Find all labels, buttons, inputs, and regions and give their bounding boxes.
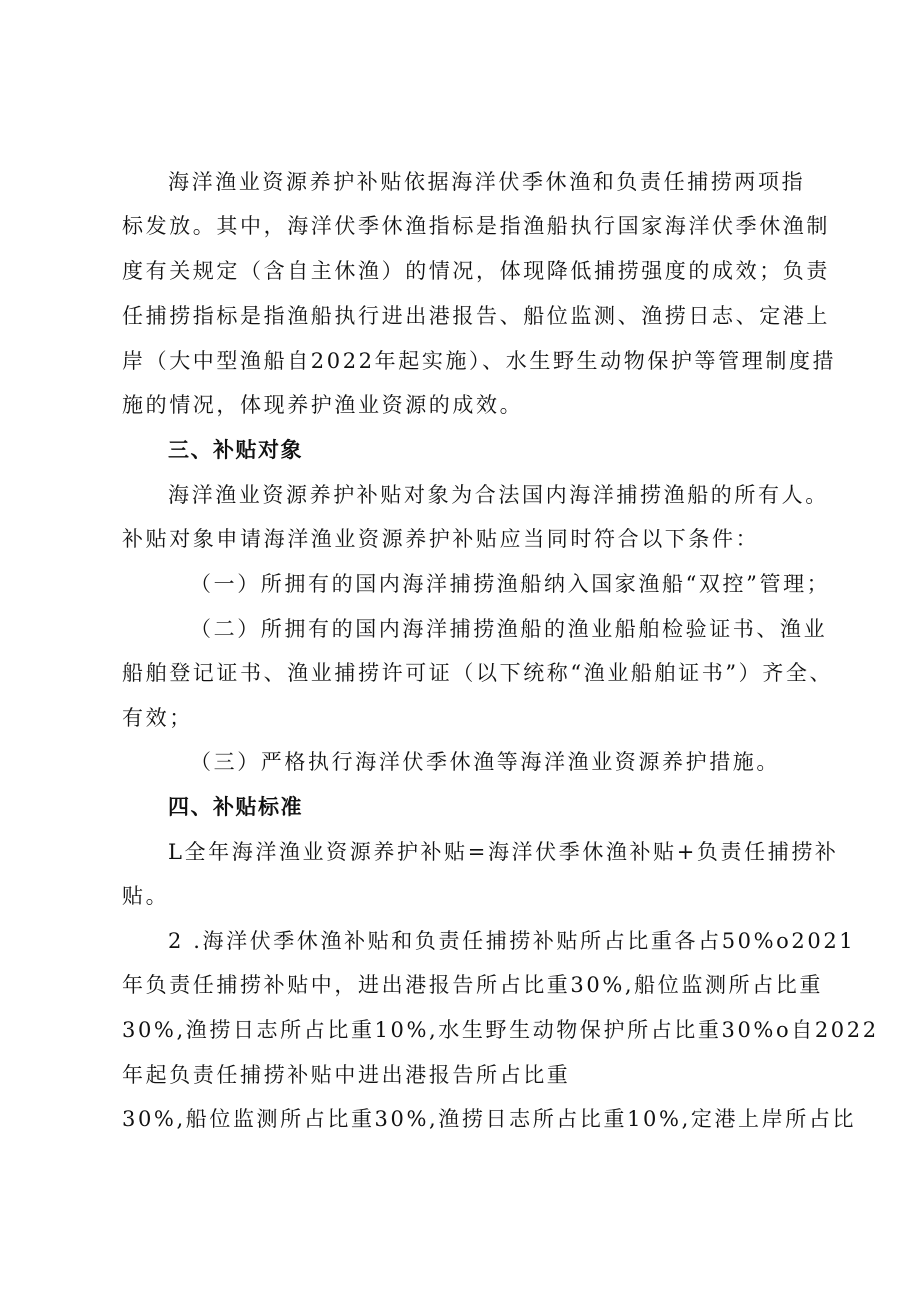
section-heading-4: 四、补贴标准 [168,795,303,819]
condition-2-line-3: 有效； [122,706,193,730]
condition-1: （一）所拥有的国内海洋捕捞渔船纳入国家渔船“双控”管理； [190,572,831,596]
item2-line-4: 年起负责任捕捞补贴中进出港报告所占比重 [122,1063,571,1087]
section-heading-3: 三、补贴对象 [168,438,303,462]
item1-line-1: L全年海洋渔业资源养护补贴=海洋伏季休渔补贴+负责任捕捞补 [168,840,839,864]
paragraph1-line-5: 岸（大中型渔船自2022年起实施）、水生野生动物保护等管理制度措 [122,349,837,373]
condition-2-line-1: （二）所拥有的国内海洋捕捞渔船的渔业船舶检验证书、渔业 [190,617,828,641]
paragraph1-line-3: 度有关规定（含自主休渔）的情况，体现降低捕捞强度的成效；负责 [122,259,830,283]
paragraph1-line-4: 任捕捞指标是指渔船执行进出港报告、船位监测、渔捞日志、定港上 [122,304,830,328]
condition-3: （三）严格执行海洋伏季休渔等海洋渔业资源养护措施。 [190,750,780,774]
paragraph1-line-6: 施的情况，体现养护渔业资源的成效。 [122,393,524,417]
paragraph2-line-1: 海洋渔业资源养护补贴对象为合法国内海洋捕捞渔船的所有人。 [168,483,829,507]
paragraph2-line-2: 补贴对象申请海洋渔业资源养护补贴应当同时符合以下条件： [122,527,760,551]
paragraph1-line-1: 海洋渔业资源养护补贴依据海洋伏季休渔和负责任捕捞两项指 [168,170,806,194]
item2-line-2: 年负责任捕捞补贴中，进出港报告所占比重30%,船位监测所占比重 [122,973,823,997]
condition-2-line-2: 船舶登记证书、渔业捕捞许可证（以下统称“渔业船舶证书”）齐全、 [122,661,834,685]
item1-line-2: 贴。 [122,884,170,908]
item2-line-3: 30%,渔捞日志所占比重10%,水生野生动物保护所占比重30%o自2022 [122,1018,879,1042]
item2-line-1: 2 .海洋伏季休渔补贴和负责任捕捞补贴所占比重各占50%o2021 [168,929,856,953]
item2-line-5: 30%,船位监测所占比重30%,渔捞日志所占比重10%,定港上岸所占比 [122,1107,857,1131]
paragraph1-line-2: 标发放。其中，海洋伏季休渔指标是指渔船执行国家海洋伏季休渔制 [122,214,830,238]
